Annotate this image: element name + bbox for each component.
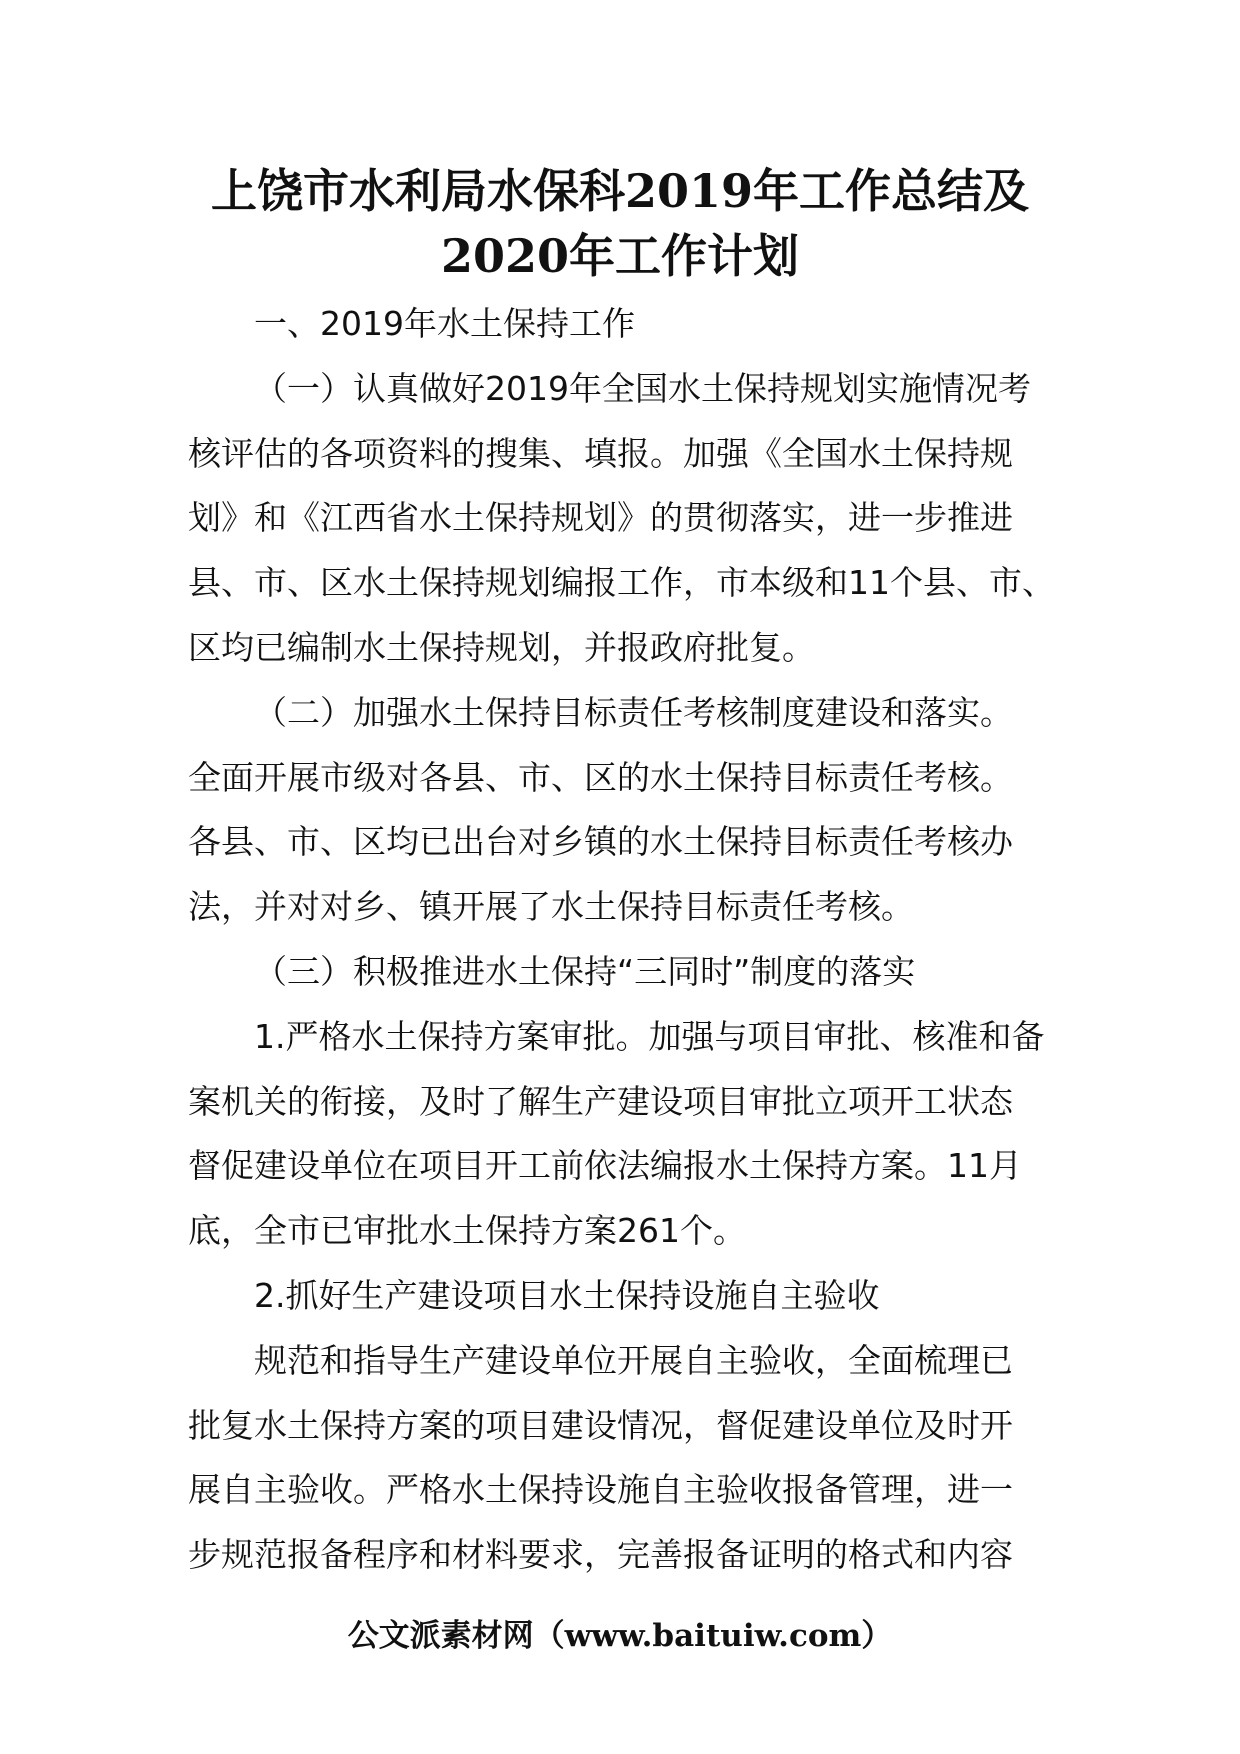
document-body: [188, 292, 1068, 1588]
section-heading: 一、2019年水土保持工作: [254, 304, 635, 343]
paragraph-line: （三）积极推进水土保持“三同时”制度的落实: [254, 951, 916, 991]
paragraph-line: （二）加强水土保持目标责任考核制度建设和落实。: [254, 692, 1013, 732]
paragraph-line: 步规范报备程序和材料要求，完善报备证明的格式和内容: [188, 1535, 1013, 1575]
paragraph-line: （一）认真做好2019年全国水土保持规划实施情况考: [254, 368, 1031, 408]
paragraph-line: 区均已编制水土保持规划，并报政府批复。: [188, 627, 815, 667]
paragraph-line: 规范和指导生产建设单位开展自主验收，全面梳理已: [254, 1340, 1013, 1380]
document-title-line-1: 上饶市水利局水保科2019年工作总结及: [210, 164, 1030, 218]
paragraph-line: 2.抓好生产建设项目水土保持设施自主验收: [254, 1275, 880, 1315]
paragraph-line: 县、市、区水土保持规划编报工作，市本级和11个县、市、: [188, 563, 1055, 603]
paragraph-line: 法，并对对乡、镇开展了水土保持目标责任考核。: [188, 887, 914, 927]
paragraph-line: 批复水土保持方案的项目建设情况，督促建设单位及时开: [188, 1405, 1013, 1445]
paragraph-line: 核评估的各项资料的搜集、填报。加强《全国水土保持规: [188, 433, 1013, 473]
document-title-line-2: 2020年工作计划: [440, 229, 800, 283]
paragraph-line: 案机关的衔接，及时了解生产建设项目审批立项开工状态: [188, 1081, 1013, 1121]
paragraph-line: 1.严格水土保持方案审批。加强与项目审批、核准和备: [254, 1016, 1045, 1056]
paragraph-line: 全面开展市级对各县、市、区的水土保持目标责任考核。: [188, 757, 1013, 797]
footer-source: 公文派素材网（www.baituiw.com）: [347, 1618, 893, 1654]
paragraph-line: 督促建设单位在项目开工前依法编报水土保持方案。11月: [188, 1146, 1022, 1186]
paragraph-line: 各县、市、区均已出台对乡镇的水土保持目标责任考核办: [188, 822, 1013, 862]
paragraph-line: 划》和《江西省水土保持规划》的贯彻落实，进一步推进: [188, 498, 1013, 538]
paragraph-line: 展自主验收。严格水土保持设施自主验收报备管理，进一: [188, 1470, 1013, 1510]
paragraph-line: 底，全市已审批水土保持方案261个。: [188, 1211, 746, 1251]
